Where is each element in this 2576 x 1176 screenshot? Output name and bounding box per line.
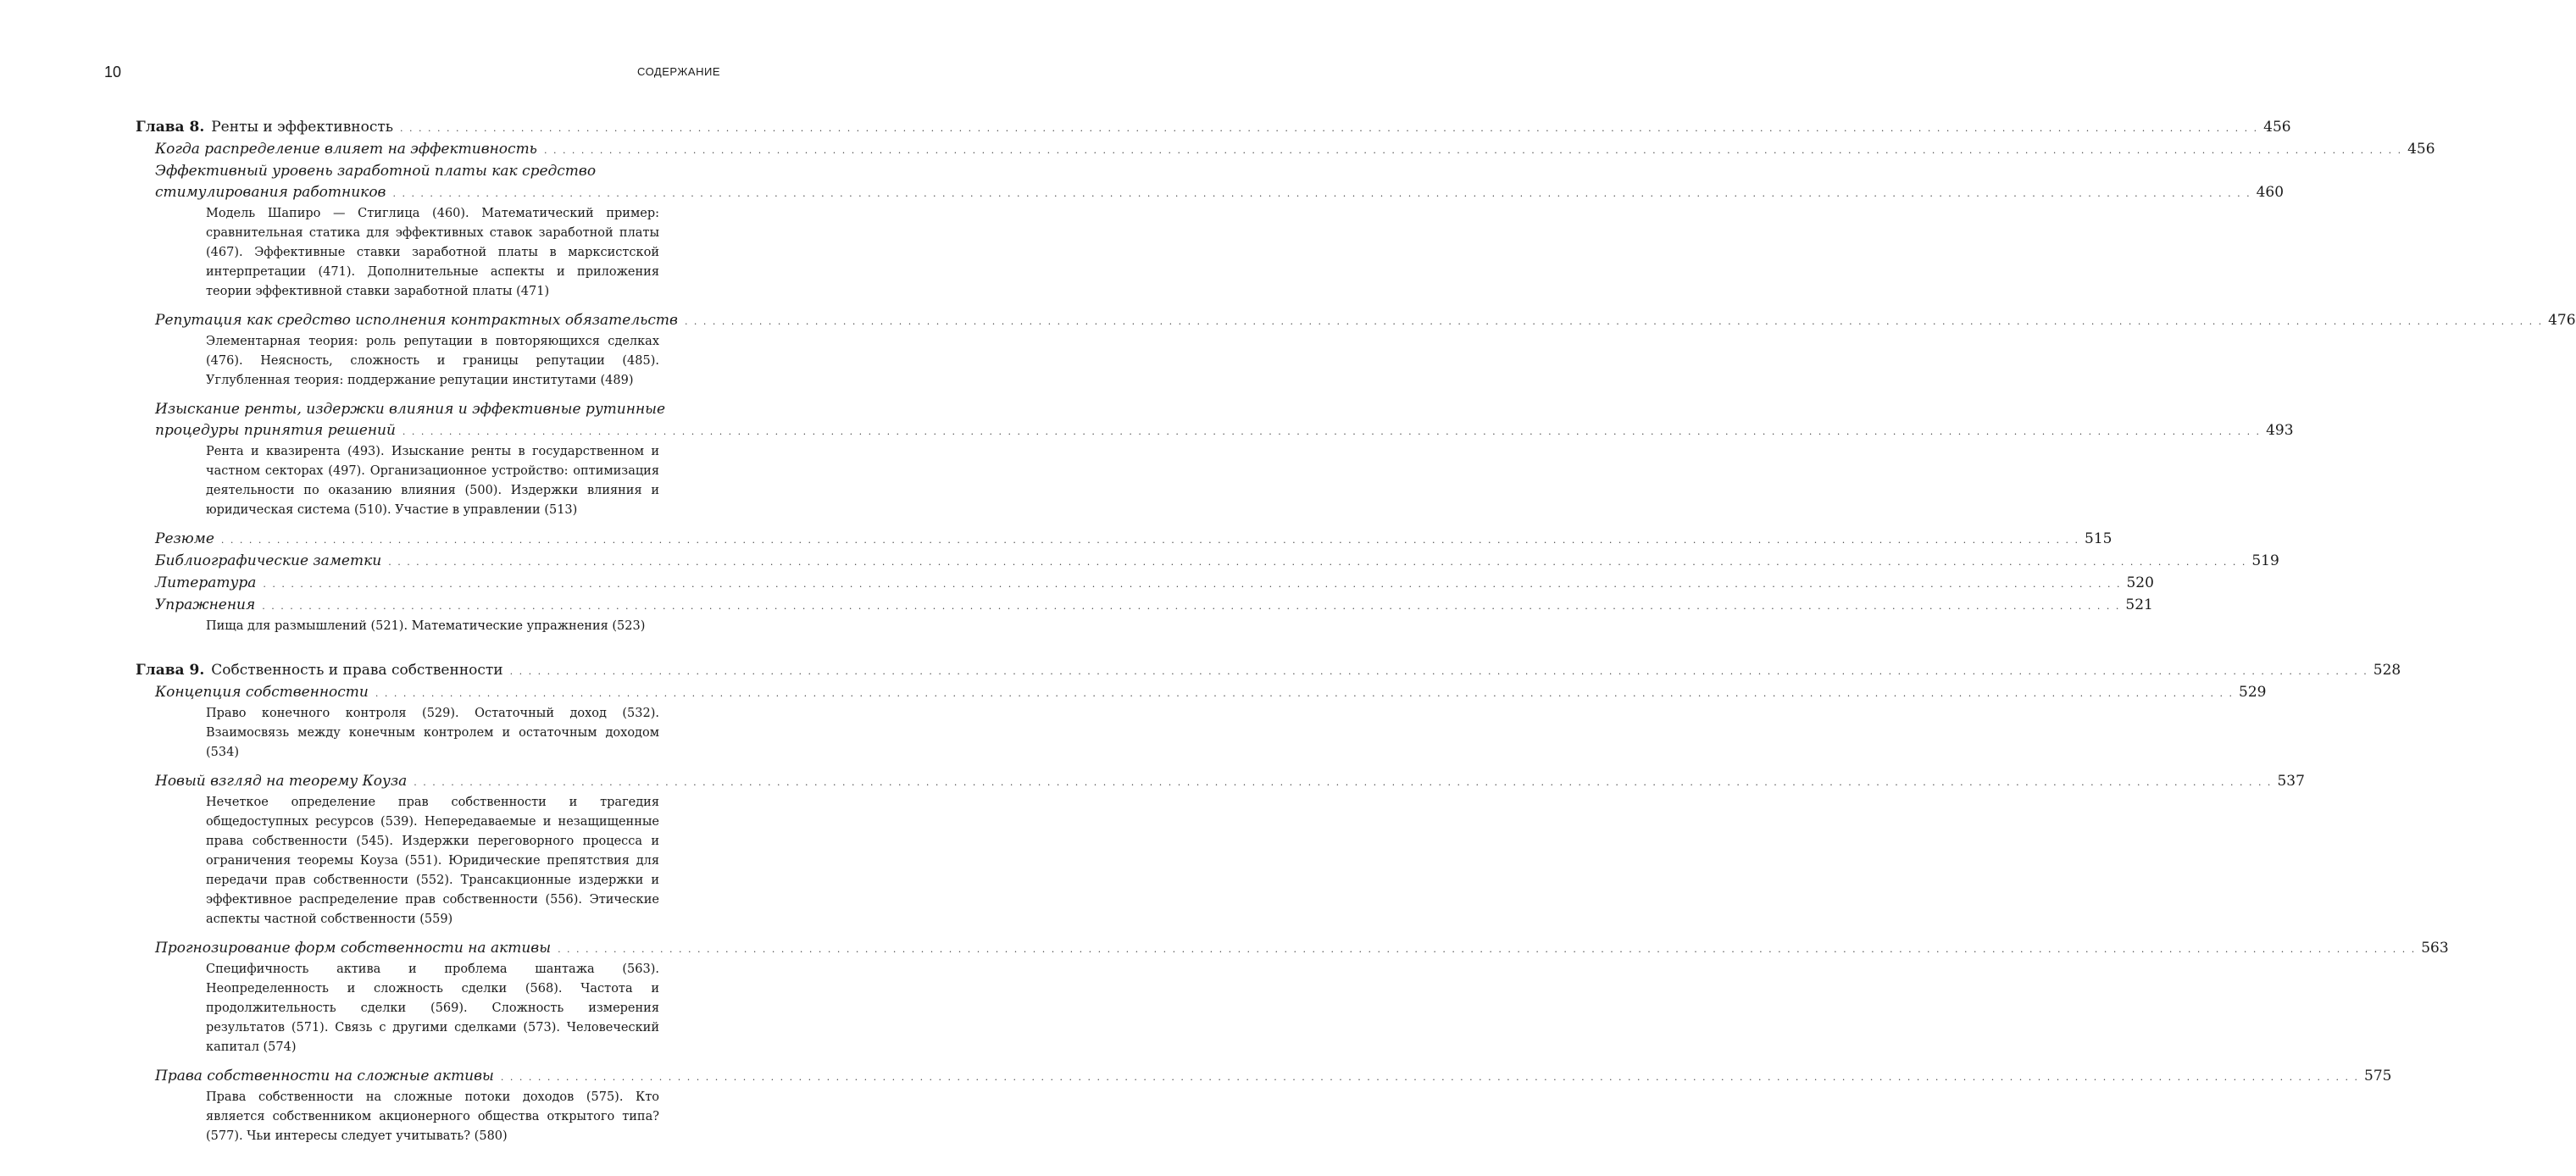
section-title-first-line: Эффективный уровень заработной платы как средство xyxy=(155,163,597,180)
section-entry xyxy=(136,139,2435,161)
section-heading-line[interactable] xyxy=(136,938,2449,960)
section-entry xyxy=(136,310,2576,391)
section-subtopics: Право конечного контроля (529). Остаточный доход (532). Взаимосвязь между конечным контролем и остаточным доходом (534) xyxy=(206,707,659,759)
section-entry xyxy=(136,771,2305,929)
section-heading-line[interactable] xyxy=(136,420,2294,442)
section-title: процедуры принятия решений xyxy=(155,422,396,439)
section-entry xyxy=(136,551,2279,573)
section-heading-line[interactable] xyxy=(136,139,2435,161)
dot-leader: . . . . . . . . . . . . . . . . . . . . . . . . . . . . . . . . . . . . . . . . . . . . . . . . . . . . . . . . . . . . . . . . . . . . . . . . . . . . . . . . . . . . . . . . . . . . . . . . . . . . . . . . . . . . . . . . . . . . . . . . . . . . . . . . . . . . . . . . . . . . . . . . . . . . . . . . . . . . . . . . . . . . . . . . . . . . . . . . . . . . . . . . . . . . . . . . . . . . . . . . xyxy=(500,1072,2360,1083)
section-heading-line[interactable] xyxy=(136,1066,2392,1088)
chapter-page-number: 456 xyxy=(2263,119,2291,136)
section-page-number: 460 xyxy=(2256,184,2285,201)
section-title: Литература xyxy=(155,574,257,591)
section-title: Упражнения xyxy=(155,596,256,613)
section-subtopics: Пища для размышлений (521). Математические упражнения (523) xyxy=(206,619,646,633)
dot-leader: . . . . . . . . . . . . . . . . . . . . . . . . . . . . . . . . . . . . . . . . . . . . . . . . . . . . . . . . . . . . . . . . . . . . . . . . . . . . . . . . . . . . . . . . . . . . . . . . . . . . . . . . . . . . . . . . . . . . . . . . . . . . . . . . . . . . . . . . . . . . . . . . . . . . . . . . . . . . . . . . . . . . . . . . . . . . . . . . . . . . . . . . . . . . . . . . . . . . . . . . xyxy=(558,944,2417,955)
section-page-number: 515 xyxy=(2085,530,2112,547)
section-heading-line[interactable] xyxy=(136,682,2267,704)
section-title: Резюме xyxy=(155,530,214,547)
section-title: Права собственности на сложные активы xyxy=(155,1068,494,1084)
section-heading-line[interactable] xyxy=(136,529,2112,551)
section-title: Когда распределение влияет на эффективность xyxy=(155,141,537,158)
dot-leader: . . . . . . . . . . . . . . . . . . . . . . . . . . . . . . . . . . . . . . . . . . . . . . . . . . . . . . . . . . . . . . . . . . . . . . . . . . . . . . . . . . . . . . . . . . . . . . . . . . . . . . . . . . . . . . . . . . . . . . . . . . . . . . . . . . . . . . . . . . . . . . . . . . . . . . . . . . . . . . . . . . . . . . . . . . . . . . . . . . . . . . . . . . . . . . . . . . . . . . . . xyxy=(509,666,2368,677)
dot-leader: . . . . . . . . . . . . . . . . . . . . . . . . . . . . . . . . . . . . . . . . . . . . . . . . . . . . . . . . . . . . . . . . . . . . . . . . . . . . . . . . . . . . . . . . . . . . . . . . . . . . . . . . . . . . . . . . . . . . . . . . . . . . . . . . . . . . . . . . . . . . . . . . . . . . . . . . . . . . . . . . . . . . . . . . . . . . . . . . . . . . . . . . . . . . . . . . . . . . . . . . xyxy=(543,145,2403,156)
section-title: Новый взгляд на теорему Коуза xyxy=(155,773,408,790)
section-page-number: 456 xyxy=(2407,141,2435,158)
dot-leader: . . . . . . . . . . . . . . . . . . . . . . . . . . . . . . . . . . . . . . . . . . . . . . . . . . . . . . . . . . . . . . . . . . . . . . . . . . . . . . . . . . . . . . . . . . . . . . . . . . . . . . . . . . . . . . . . . . . . . . . . . . . . . . . . . . . . . . . . . . . . . . . . . . . . . . . . . . . . . . . . . . . . . . . . . . . . . . . . . . . . . . . . . . . . . . . . . . . . . . . . xyxy=(414,777,2273,788)
dot-leader: . . . . . . . . . . . . . . . . . . . . . . . . . . . . . . . . . . . . . . . . . . . . . . . . . . . . . . . . . . . . . . . . . . . . . . . . . . . . . . . . . . . . . . . . . . . . . . . . . . . . . . . . . . . . . . . . . . . . . . . . . . . . . . . . . . . . . . . . . . . . . . . . . . . . . . . . . . . . . . . . . . . . . . . . . . . . . . . . . . . . . . . . . . . . . . . . . . . . . . . . xyxy=(262,601,2121,612)
section-entry xyxy=(136,529,2112,551)
section-title: Прогнозирование форм собственности на активы xyxy=(155,940,552,957)
section-heading-line[interactable] xyxy=(136,182,2285,204)
section-entry xyxy=(136,1066,2392,1146)
section-heading-line[interactable] xyxy=(136,595,2153,617)
chapter-entry xyxy=(136,660,2449,1146)
dot-leader: . . . . . . . . . . . . . . . . . . . . . . . . . . . . . . . . . . . . . . . . . . . . . . . . . . . . . . . . . . . . . . . . . . . . . . . . . . . . . . . . . . . . . . . . . . . . . . . . . . . . . . . . . . . . . . . . . . . . . . . . . . . . . . . . . . . . . . . . . . . . . . . . . . . . . . . . . . . . . . . . . . . . . . . . . . . . . . . . . . . . . . . . . . . . . . . . . . . . . . . . xyxy=(392,188,2251,199)
dot-leader: . . . . . . . . . . . . . . . . . . . . . . . . . . . . . . . . . . . . . . . . . . . . . . . . . . . . . . . . . . . . . . . . . . . . . . . . . . . . . . . . . . . . . . . . . . . . . . . . . . . . . . . . . . . . . . . . . . . . . . . . . . . . . . . . . . . . . . . . . . . . . . . . . . . . . . . . . . . . . . . . . . . . . . . . . . . . . . . . . . . . . . . . . . . . . . . . . . . . . . . . xyxy=(263,579,2122,590)
section-page-number: 537 xyxy=(2277,773,2305,790)
section-subtopics: Элементарная теория: роль репутации в повторяющихся сделках (476). Неясность, сложность и границы репутации (485). Углубленная теория: поддержание репутации институтами (489) xyxy=(206,335,659,387)
section-page-number: 493 xyxy=(2266,422,2294,439)
section-title: Библиографические заметки xyxy=(155,552,382,569)
running-head: СОДЕРЖАНИЕ xyxy=(636,65,720,78)
section-entry xyxy=(136,399,2294,520)
chapter-title: Собственность и права собственности xyxy=(211,662,503,679)
section-title: Концепция собственности xyxy=(155,684,369,701)
section-entry xyxy=(136,161,2285,302)
dot-leader: . . . . . . . . . . . . . . . . . . . . . . . . . . . . . . . . . . . . . . . . . . . . . . . . . . . . . . . . . . . . . . . . . . . . . . . . . . . . . . . . . . . . . . . . . . . . . . . . . . . . . . . . . . . . . . . . . . . . . . . . . . . . . . . . . . . . . . . . . . . . . . . . . . . . . . . . . . . . . . . . . . . . . . . . . . . . . . . . . . . . . . . . . . . . . . . . . . . . . . . . xyxy=(388,557,2247,568)
section-entry xyxy=(136,595,2153,636)
section-entry xyxy=(136,573,2154,595)
section-page-number: 520 xyxy=(2126,574,2154,591)
section-title-first-line: Изыскание ренты, издержки влияния и эффективные рутинные xyxy=(155,401,666,418)
section-subtopics: Нечеткое определение прав собственности и трагедия общедоступных ресурсов (539). Непередаваемые и незащищенные права собственности (545). Издержки переговорного процесса и ограничения теоремы Коуза (551). Юридические препятствия для передачи прав собственности (552). Трансакционные издержки и эффективное распределение прав собственности (556). Этические аспекты частной собственности (559) xyxy=(206,796,659,926)
table-of-contents xyxy=(136,117,2576,1155)
chapter-label: Глава 8. xyxy=(136,119,205,136)
section-heading-line[interactable] xyxy=(136,551,2279,573)
section-entry xyxy=(136,938,2449,1057)
section-page-number: 563 xyxy=(2421,940,2449,957)
section-title: Репутация как средство исполнения контрактных обязательств xyxy=(155,312,678,329)
chapter-label: Глава 9. xyxy=(136,662,205,679)
dot-leader: . . . . . . . . . . . . . . . . . . . . . . . . . . . . . . . . . . . . . . . . . . . . . . . . . . . . . . . . . . . . . . . . . . . . . . . . . . . . . . . . . . . . . . . . . . . . . . . . . . . . . . . . . . . . . . . . . . . . . . . . . . . . . . . . . . . . . . . . . . . . . . . . . . . . . . . . . . . . . . . . . . . . . . . . . . . . . . . . . . . . . . . . . . . . . . . . . . . . . . . . xyxy=(400,123,2259,134)
section-subtopics: Рента и квазирента (493). Изыскание ренты в государственном и частном секторах (497). Организационное устройство: оптимизация деятельности по оказанию влияния (500). Издержки влияния и юридическая система (510). Участие в управлении (513) xyxy=(206,445,659,517)
dot-leader: . . . . . . . . . . . . . . . . . . . . . . . . . . . . . . . . . . . . . . . . . . . . . . . . . . . . . . . . . . . . . . . . . . . . . . . . . . . . . . . . . . . . . . . . . . . . . . . . . . . . . . . . . . . . . . . . . . . . . . . . . . . . . . . . . . . . . . . . . . . . . . . . . . . . . . . . . . . . . . . . . . . . . . . . . . . . . . . . . . . . . . . . . . . . . . . . . . . . . . . . xyxy=(684,316,2544,327)
section-title: стимулирования работников xyxy=(155,184,386,201)
page-number: 10 xyxy=(104,64,122,80)
chapter-title: Ренты и эффективность xyxy=(211,119,394,136)
chapter-heading-line[interactable] xyxy=(136,117,2291,139)
chapter-entry xyxy=(136,117,2576,636)
section-heading-line[interactable] xyxy=(136,310,2576,332)
section-page-number: 521 xyxy=(2125,596,2153,613)
section-page-number: 575 xyxy=(2364,1068,2392,1084)
dot-leader: . . . . . . . . . . . . . . . . . . . . . . . . . . . . . . . . . . . . . . . . . . . . . . . . . . . . . . . . . . . . . . . . . . . . . . . . . . . . . . . . . . . . . . . . . . . . . . . . . . . . . . . . . . . . . . . . . . . . . . . . . . . . . . . . . . . . . . . . . . . . . . . . . . . . . . . . . . . . . . . . . . . . . . . . . . . . . . . . . . . . . . . . . . . . . . . . . . . . . . . . xyxy=(402,426,2262,437)
section-entry xyxy=(136,682,2267,763)
chapter-gap xyxy=(136,645,720,660)
section-subtopics: Модель Шапиро — Стиглица (460). Математический пример: сравнительная статика для эффективных ставок заработной платы (467). Эффективные ставки заработной платы в марксистской интерпретации (471). Дополнительные аспекты и приложения теории эффективной ставки заработной платы (471) xyxy=(206,207,659,298)
section-subtopics: Специфичность актива и проблема шантажа (563). Неопределенность и сложность сделки (568). Частота и продолжительность сделки (569). Сложность измерения результатов (571). Связь с другими сделками (573). Человеческий капитал (574) xyxy=(206,962,659,1054)
chapter-heading-line[interactable] xyxy=(136,660,2401,682)
section-subtopics: Права собственности на сложные потоки доходов (575). Кто является собственником акционерного общества открытого типа? (577). Чьи интересы следует учитывать? (580) xyxy=(206,1090,659,1143)
section-heading-line[interactable] xyxy=(136,771,2305,793)
section-page-number: 476 xyxy=(2548,312,2576,329)
dot-leader: . . . . . . . . . . . . . . . . . . . . . . . . . . . . . . . . . . . . . . . . . . . . . . . . . . . . . . . . . . . . . . . . . . . . . . . . . . . . . . . . . . . . . . . . . . . . . . . . . . . . . . . . . . . . . . . . . . . . . . . . . . . . . . . . . . . . . . . . . . . . . . . . . . . . . . . . . . . . . . . . . . . . . . . . . . . . . . . . . . . . . . . . . . . . . . . . . . . . . . . . xyxy=(375,688,2235,699)
section-heading-line[interactable] xyxy=(136,573,2154,595)
dot-leader: . . . . . . . . . . . . . . . . . . . . . . . . . . . . . . . . . . . . . . . . . . . . . . . . . . . . . . . . . . . . . . . . . . . . . . . . . . . . . . . . . . . . . . . . . . . . . . . . . . . . . . . . . . . . . . . . . . . . . . . . . . . . . . . . . . . . . . . . . . . . . . . . . . . . . . . . . . . . . . . . . . . . . . . . . . . . . . . . . . . . . . . . . . . . . . . . . . . . . . . . xyxy=(220,535,2080,546)
chapter-page-number: 528 xyxy=(2373,662,2401,679)
section-page-number: 529 xyxy=(2239,684,2267,701)
section-page-number: 519 xyxy=(2251,552,2279,569)
